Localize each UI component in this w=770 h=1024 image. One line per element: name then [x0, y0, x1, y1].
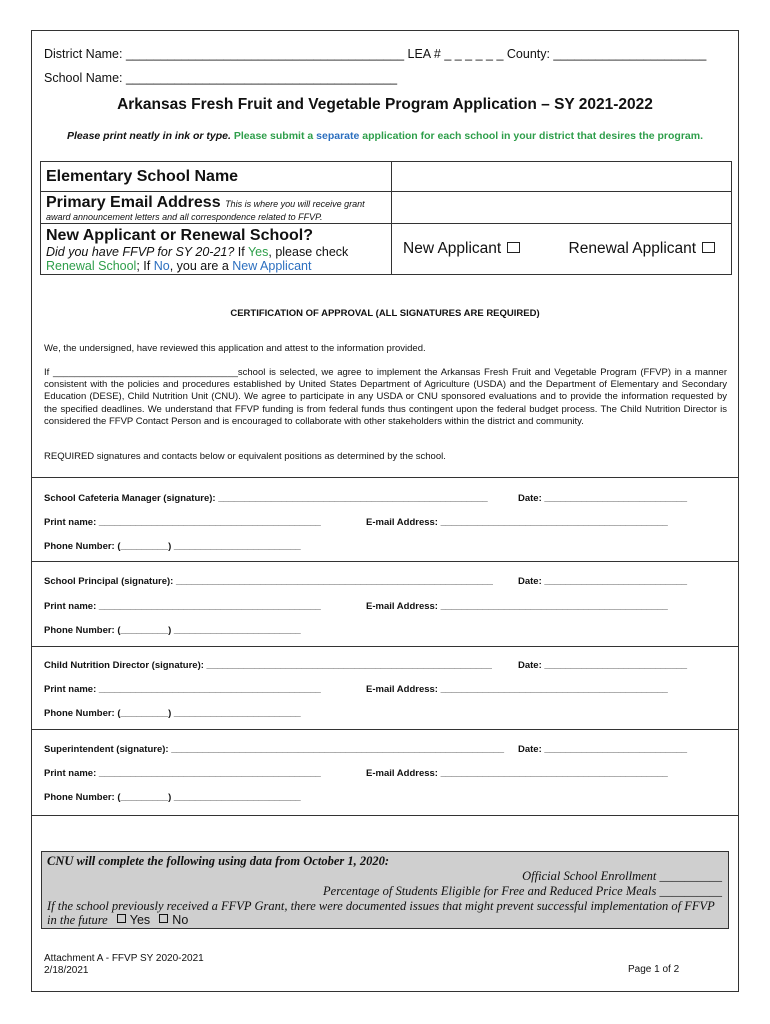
signature-divider	[32, 561, 738, 562]
nutrition-director-print-name[interactable]: Print name: __________________________________________	[44, 684, 321, 695]
superintendent-signature[interactable]: Superintendent (signature): _______________________________________________________________	[44, 744, 505, 755]
cnu-no-label: No	[172, 913, 189, 927]
certification-p1: We, the undersigned, have reviewed this application and attest to the information provided.	[44, 343, 426, 354]
signature-section-top-divider	[32, 477, 738, 478]
principal-phone[interactable]: Phone Number: (_________) ________________________	[44, 625, 301, 636]
cafeteria-manager-date[interactable]: Date: ___________________________	[518, 493, 688, 504]
cnu-issues-future: in the future	[47, 913, 108, 927]
applicant-q2: If	[234, 245, 248, 259]
applicant-question-line2	[46, 259, 386, 273]
instructions-separate: separate	[316, 130, 360, 142]
email-note-1: This is where you will receive grant	[225, 199, 365, 209]
new-applicant-label: New Applicant	[403, 240, 502, 257]
page-title: Arkansas Fresh Fruit and Vegetable Program Application – SY 2021-2022	[117, 96, 653, 113]
principal-print-name[interactable]: Print name: __________________________________________	[44, 601, 321, 612]
instructions	[32, 130, 738, 142]
email-note-2: award announcement letters and all correspondence related to FFVP.	[46, 212, 323, 222]
email-label-cell	[41, 192, 392, 224]
email-input-cell[interactable]	[392, 192, 732, 224]
footer-date: 2/18/2021	[44, 965, 89, 976]
applicant-options-cell	[392, 224, 732, 275]
cnu-no-checkbox[interactable]	[159, 914, 168, 923]
applicant-label: New Applicant or Renewal School?	[46, 227, 313, 244]
cnu-percentage[interactable]: Percentage of Students Eligible for Free and Reduced Price Meals __________	[323, 884, 722, 898]
applicant-q1: Did you have FFVP for SY 20-21?	[46, 245, 235, 259]
cnu-enrollment[interactable]: Official School Enrollment __________	[522, 869, 722, 883]
cafeteria-manager-email[interactable]: E-mail Address: ___________________________________________	[366, 517, 668, 528]
applicant-q3: , please check	[268, 245, 349, 259]
renewal-applicant-option[interactable]	[569, 240, 716, 257]
new-applicant-checkbox[interactable]	[507, 242, 520, 253]
superintendent-email[interactable]: E-mail Address: ___________________________________________	[366, 768, 668, 779]
applicant-options	[397, 240, 726, 258]
applicant-yes: Yes	[247, 245, 269, 259]
footer-page-number: Page 1 of 2	[628, 964, 680, 975]
superintendent-date[interactable]: Date: ___________________________	[518, 744, 688, 755]
cnu-yes-label: Yes	[129, 913, 151, 927]
cafeteria-manager-print-name[interactable]: Print name: __________________________________________	[44, 517, 321, 528]
cnu-issues-line1: If the school previously received a FFVP Grant, there were documented issues that might prevent successful implementation of FFVP	[47, 899, 715, 913]
footer-attachment: Attachment A - FFVP SY 2020-2021	[44, 953, 204, 964]
application-page	[31, 30, 739, 992]
school-name-input-cell[interactable]	[392, 162, 732, 192]
applicant-q4: ; If	[136, 259, 154, 273]
cafeteria-manager-signature[interactable]: School Cafeteria Manager (signature): ___________________________________________________	[44, 493, 488, 504]
instructions-green-a: Please submit a	[233, 130, 317, 142]
nutrition-director-signature[interactable]: Child Nutrition Director (signature): ______________________________________________________	[44, 660, 492, 671]
instructions-green-c: application for each school in your district that desires the program.	[359, 130, 704, 142]
renewal-applicant-label: Renewal Applicant	[568, 240, 697, 257]
nutrition-director-email[interactable]: E-mail Address: ___________________________________________	[366, 684, 668, 695]
school-name-label-cell	[41, 162, 392, 192]
applicant-q5: , you are a	[169, 259, 233, 273]
nutrition-director-date[interactable]: Date: ___________________________	[518, 660, 688, 671]
applicant-label-cell	[41, 224, 392, 275]
principal-signature[interactable]: School Principal (signature): ____________________________________________________________	[44, 576, 493, 587]
signature-divider	[32, 729, 738, 730]
cnu-box	[41, 851, 729, 929]
principal-date[interactable]: Date: ___________________________	[518, 576, 688, 587]
applicant-new: New Applicant	[232, 259, 312, 273]
applicant-question-line1	[46, 245, 386, 259]
email-label-wrap	[46, 194, 386, 212]
cnu-yes-checkbox[interactable]	[117, 914, 126, 923]
nutrition-director-phone[interactable]: Phone Number: (_________) ________________________	[44, 708, 301, 719]
cnu-issues-line2	[47, 913, 188, 928]
principal-email[interactable]: E-mail Address: ___________________________________________	[366, 601, 668, 612]
signature-divider	[32, 646, 738, 647]
certification-p2: If ___________________________________school is selected, we agree to implement the Arkansas Fresh Fruit and Vegetable Program (FFVP) in a manner consistent with the policies and procedures established by United States Department of Agriculture (USDA) and the Department of Elementary and Secondary Education (DESE), Child Nutrition Unit (CNU). We agree to participate in any USDA or CNU sponsored evaluations and to provide the information requested by the specified deadlines. We understand that FFVP funding is from federal funds thus contingent upon the federal budget process. The Child Nutrition Director is considered the FFVP Contact Person and is encouraged to collaborate with other stakeholders within the district and community.	[44, 367, 727, 427]
instructions-italic: Please print neatly in ink or type.	[66, 130, 231, 142]
school-name-label: Elementary School Name	[46, 168, 239, 185]
applicant-no: No	[153, 259, 170, 273]
new-applicant-option[interactable]	[403, 240, 520, 257]
school-name-line[interactable]: School Name: _______________________________________	[44, 71, 398, 85]
cnu-heading: CNU will complete the following using data from October 1, 2020:	[47, 854, 390, 868]
certification-p3: REQUIRED signatures and contacts below or equivalent positions as determined by the school.	[44, 451, 446, 462]
district-lea-county-line[interactable]: District Name: ________________________________________ LEA # _ _ _ _ _ _ County: ______________________	[44, 47, 707, 61]
school-info-table	[40, 161, 732, 275]
cafeteria-manager-phone[interactable]: Phone Number: (_________) ________________________	[44, 541, 301, 552]
signature-section-bottom-divider	[32, 815, 738, 816]
superintendent-print-name[interactable]: Print name: __________________________________________	[44, 768, 321, 779]
superintendent-phone[interactable]: Phone Number: (_________) ________________________	[44, 792, 301, 803]
renewal-applicant-checkbox[interactable]	[702, 242, 715, 253]
email-label: Primary Email Address	[46, 194, 221, 211]
certification-heading: CERTIFICATION OF APPROVAL (ALL SIGNATURES ARE REQUIRED)	[230, 308, 540, 319]
applicant-renewal: Renewal School	[46, 259, 137, 273]
